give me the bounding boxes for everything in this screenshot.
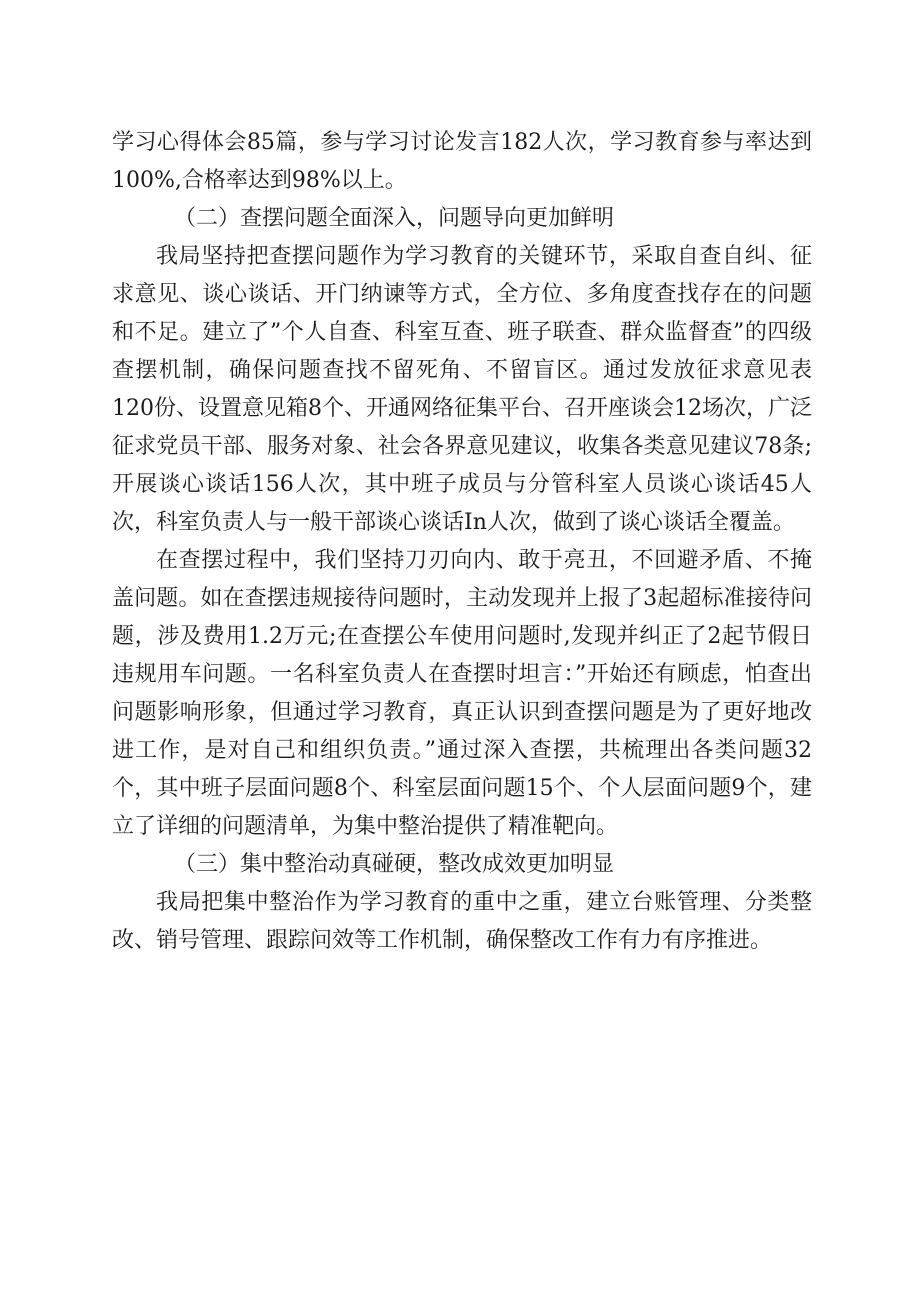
paragraph: 我局把集中整治作为学习教育的重中之重，建立台账管理、分类整改、销号管理、跟踪问效等工作机制，确保整改工作有力有序推进。 [112, 890, 812, 953]
paragraph-continued: 学习心得体会85篇，参与学习讨论发言182人次，学习教育参与率达到100%,合格率达到98%以上。 [112, 130, 812, 193]
section-heading-3: （三）集中整治动真碰硬，整改成效更加明显 [174, 852, 615, 877]
paragraph: 在查摆过程中，我们坚持刀刃向内、敢于亮丑，不回避矛盾、不掩盖问题。如在查摆违规接待问题时，主动发现并上报了3起超标准接待问题，涉及费用1.2万元;在查摆公车使用问题时,发现并纠正了2起节假日违规用车问题。一名科室负责人在查摆时坦言：”开始还有顾虑，怕查出问题影响形象，但通过学习教育，真正认识到查摆问题是为了更好地改进工作，是对自己和组织负责。”通过深入查摆，共梳理出各类问题32个，其中班子层面问题8个、科室层面问题15个、个人层面问题9个，建立了详细的问题清单，为集中整治提供了精准靶向。 [112, 548, 812, 839]
section-heading-2: （二）查摆问题全面深入，问题导向更加鲜明 [174, 206, 615, 231]
document-body [112, 124, 812, 960]
paragraph: 我局坚持把查摆问题作为学习教育的关键环节，采取自查自纠、征求意见、谈心谈话、开门纳谏等方式，全方位、多角度查找存在的问题和不足。建立了”个人自查、科室互查、班子联查、群众监督查”的四级查摆机制，确保问题查找不留死角、不留盲区。通过发放征求意见表120份、设置意见箱8个、开通网络征集平台、召开座谈会12场次，广泛征求党员干部、服务对象、社会各界意见建议，收集各类意见建议78条;开展谈心谈话156人次，其中班子成员与分管科室人员谈心谈话45人次，科室负责人与一般干部谈心谈话In人次，做到了谈心谈话全覆盖。 [112, 244, 812, 535]
